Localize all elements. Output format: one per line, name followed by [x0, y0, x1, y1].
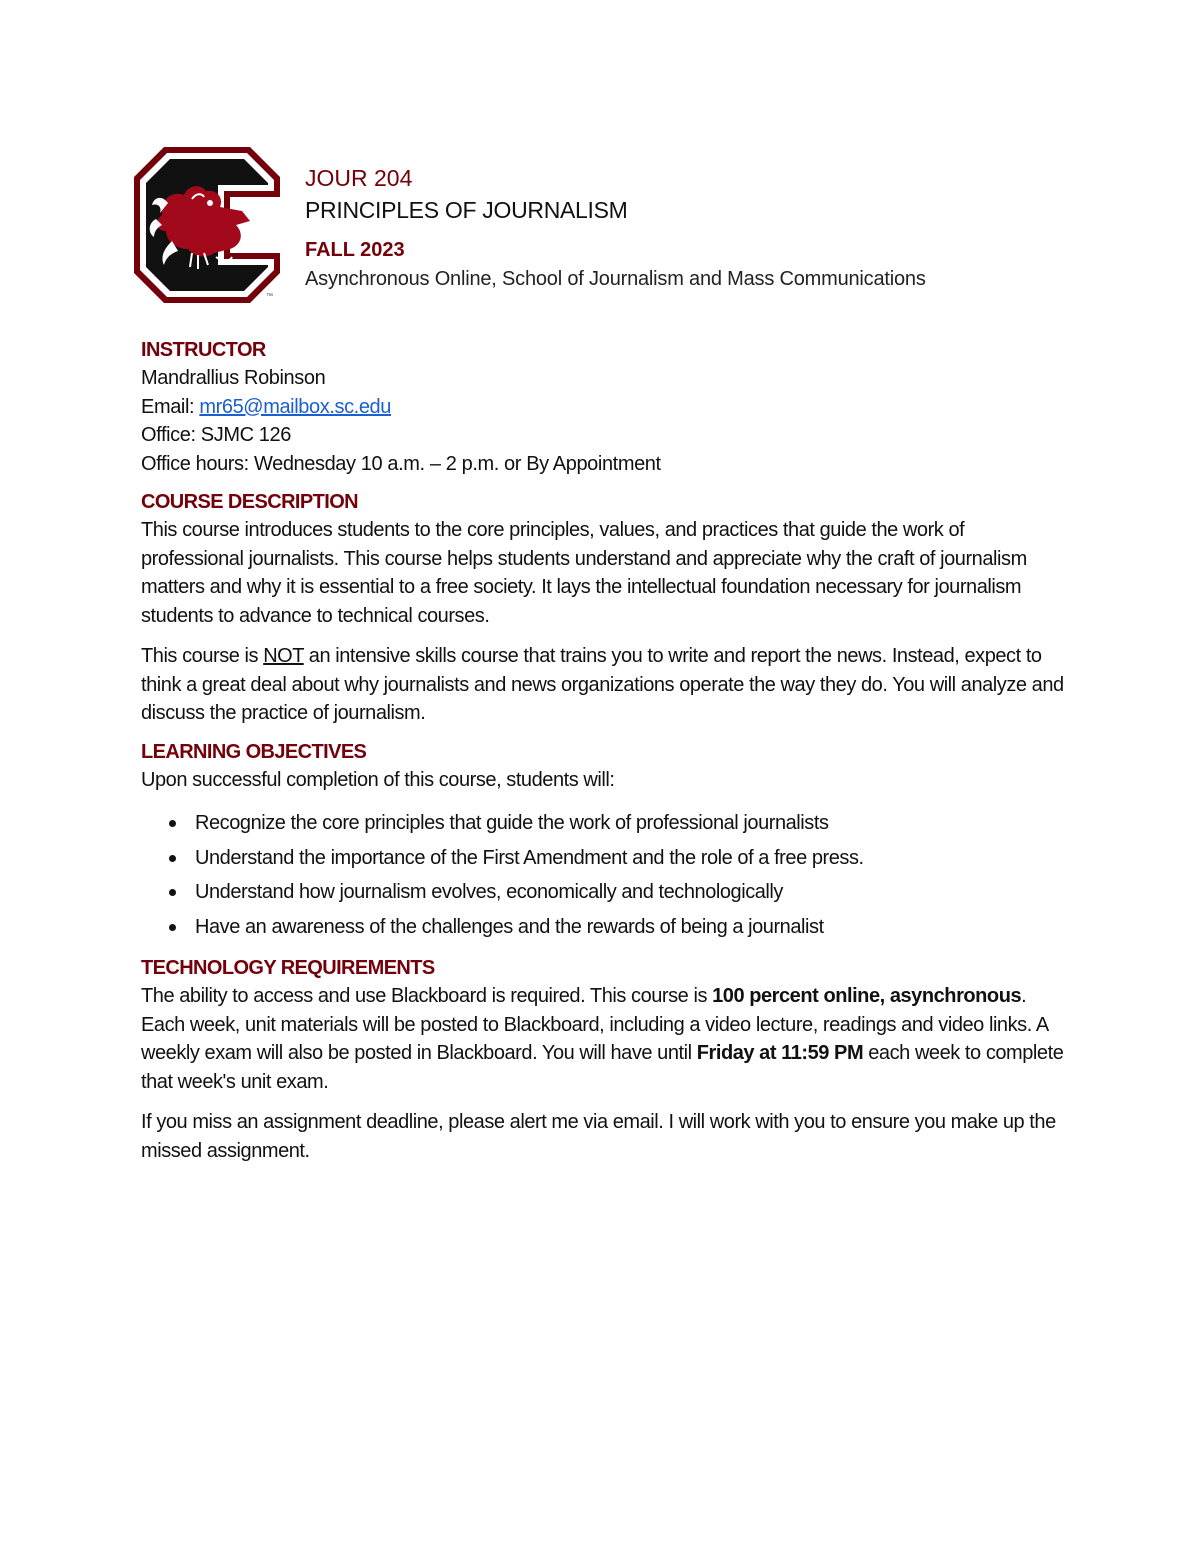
objective-text: Recognize the core principles that guide the work of professional journalists: [195, 812, 829, 834]
online-asynchronous-emphasis: 100 percent online, asynchronous: [712, 985, 1022, 1007]
objective-text: Understand how journalism evolves, economically and technologically: [195, 881, 783, 903]
instructor-office: Office: SJMC 126: [141, 424, 291, 446]
learning-objectives-list: [141, 806, 1066, 944]
email-label: Email:: [141, 395, 200, 418]
instructor-heading: INSTRUCTOR: [141, 339, 266, 361]
list-item: [141, 875, 1066, 910]
bullet-icon: [169, 855, 176, 862]
course-header: [305, 162, 926, 292]
list-item: [141, 841, 1066, 876]
instructor-email-line: [141, 393, 1066, 422]
bullet-icon: [169, 924, 176, 931]
paragraph-2-start: This course is: [141, 645, 264, 667]
trademark-mark: ™: [266, 293, 273, 300]
deadline-emphasis: Friday at 11:59 PM: [696, 1042, 864, 1064]
list-item: [141, 806, 1066, 841]
objective-text: Understand the importance of the First Amendment and the role of a free press.: [195, 846, 864, 869]
gamecock-block-c-logo: [132, 145, 282, 305]
technology-requirements-heading: TECHNOLOGY REQUIREMENTS: [141, 957, 435, 979]
course-description-heading: COURSE DESCRIPTION: [141, 491, 359, 513]
logo-graphic: [132, 145, 282, 305]
course-code: JOUR 204: [305, 165, 413, 191]
tech-text-b: . Each week, unit materials will be posted to Blackboard, including a video lecture, readings and video links. A weekly exam will also be posted in Blackboard. You will have until: [141, 985, 1048, 1064]
course-description-paragraph-2: [141, 642, 1066, 728]
course-title: PRINCIPLES OF JOURNALISM: [305, 197, 628, 223]
course-delivery: Asynchronous Online, School of Journalism and Mass Communications: [305, 268, 926, 290]
email-link[interactable]: mr65@mailbox.sc.edu: [199, 395, 391, 418]
bullet-icon: [169, 889, 176, 896]
instructor-office-hours: Office hours: Wednesday 10 a.m. – 2 p.m. or By Appointment: [141, 452, 661, 475]
syllabus-body: [141, 336, 1066, 1165]
learning-objectives-intro: Upon successful completion of this course, students will:: [141, 768, 615, 791]
list-item: [141, 910, 1066, 945]
tech-text-c: each week to complete that week's unit exam.: [141, 1042, 1064, 1093]
objective-text: Have an awareness of the challenges and the rewards of being a journalist: [195, 915, 824, 938]
learning-objectives-heading: LEARNING OBJECTIVES: [141, 740, 367, 763]
paragraph-2-end: an intensive skills course that trains you to write and report the news. Instead, expect to think a great deal about why journalists and news organizations operate the way they do. You will analyze and discuss the practice of journalism.: [141, 645, 1064, 724]
technology-requirements-paragraph-2: If you miss an assignment deadline, please alert me via email. I will work with you to ensure you make up the missed assignment.: [141, 1111, 1056, 1162]
bullet-icon: [169, 820, 176, 827]
tech-text-a: The ability to access and use Blackboard is required. This course is: [141, 985, 713, 1007]
course-description-paragraph-1: This course introduces students to the core principles, values, and practices that guide the work of professional journalists. This course helps students understand and appreciate why the craft of journalism matters and why it is essential to a free society. It lays the intellectual foundation necessary for journalism students to advance to technical courses.: [141, 519, 1027, 627]
not-emphasis: NOT: [263, 645, 304, 667]
instructor-name: Mandrallius Robinson: [141, 367, 326, 389]
course-term: FALL 2023: [305, 239, 405, 261]
technology-requirements-paragraph-1: [141, 982, 1066, 1096]
